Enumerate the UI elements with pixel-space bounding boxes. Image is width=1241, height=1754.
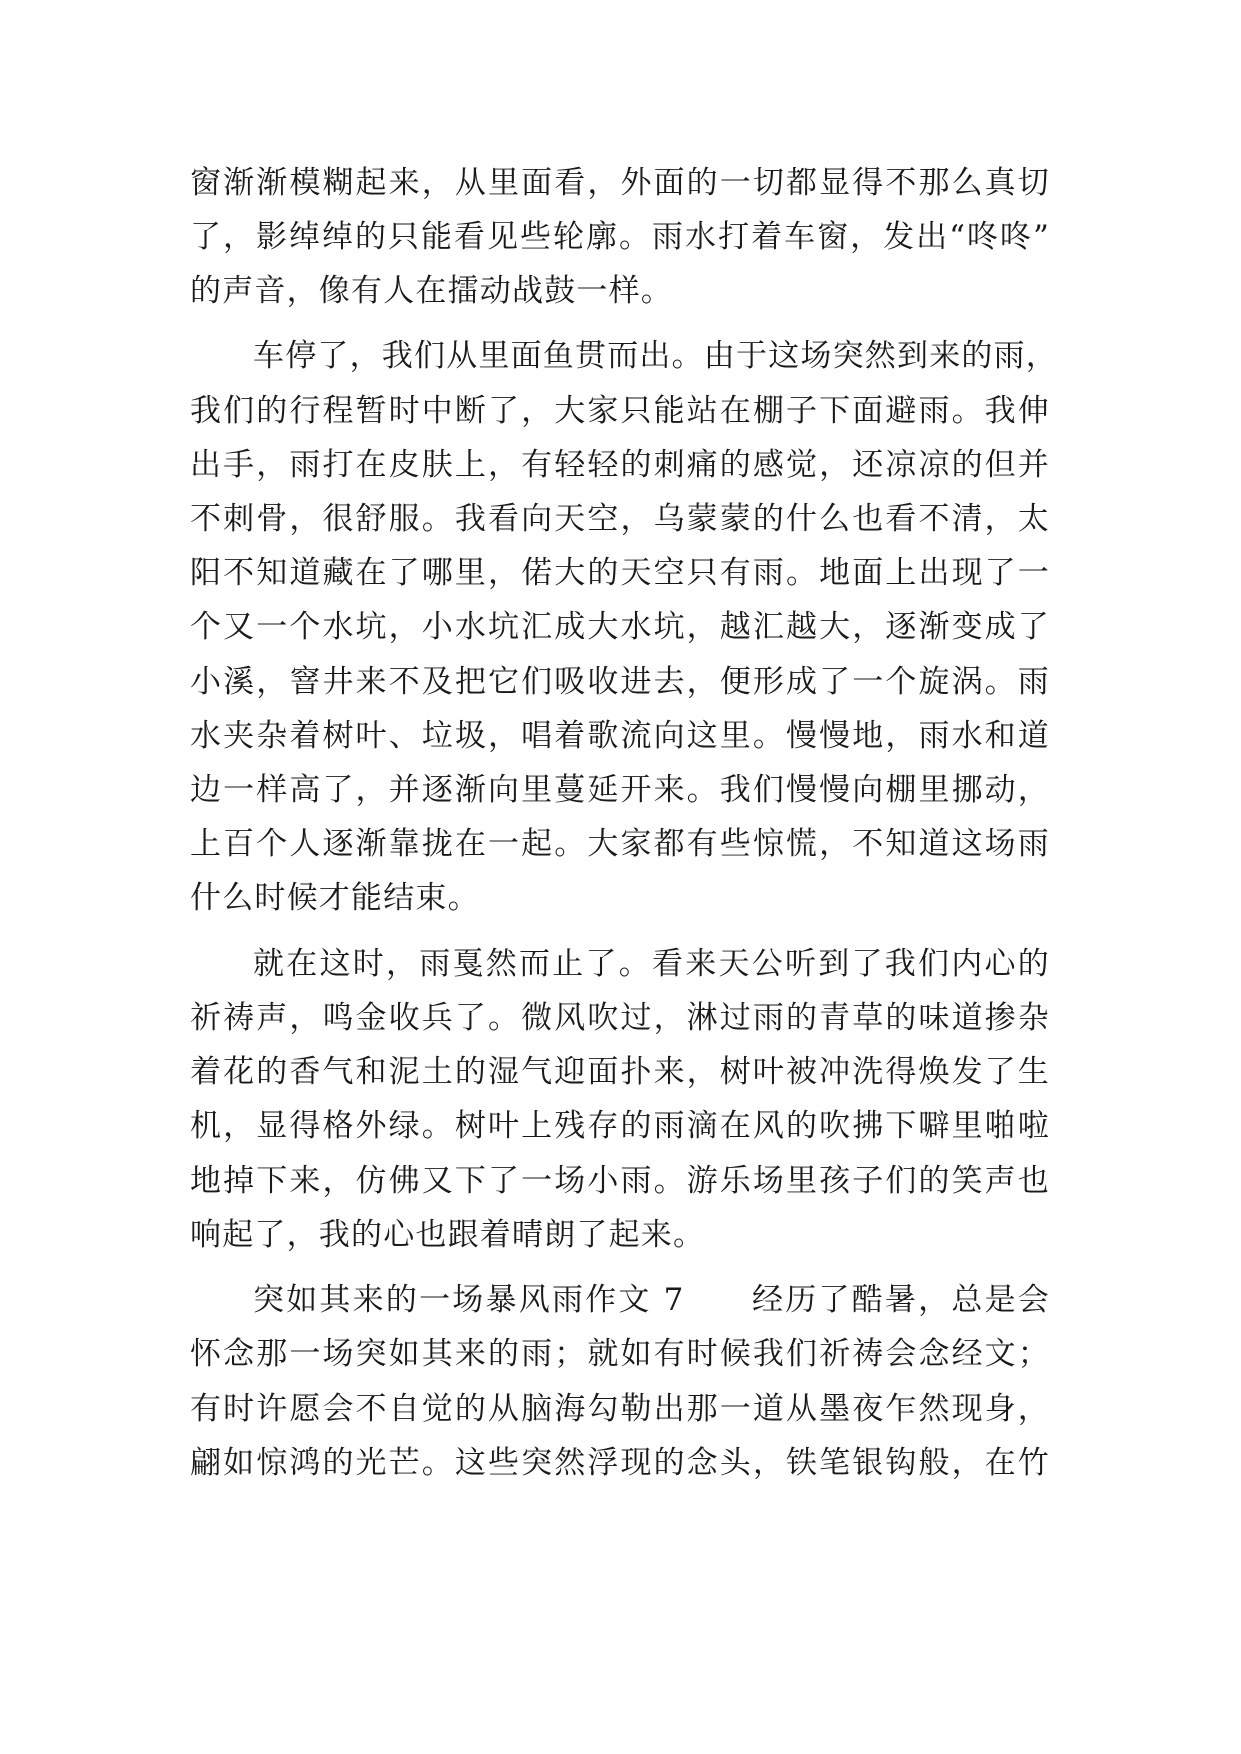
section-heading-line: 突如其来的一场暴风雨作文 7 经历了酷暑，总是会 (253, 1282, 1050, 1318)
text-line: 边一样高了，并逐渐向里蔓延开来。我们慢慢向棚里挪动， (190, 772, 1050, 808)
text-line: 的声音，像有人在擂动战鼓一样。 (190, 273, 673, 309)
text-line: 地掉下来，仿佛又下了一场小雨。游乐场里孩子们的笑声也 (190, 1163, 1050, 1199)
text-line: 翩如惊鸿的光芒。这些突然浮现的念头，铁笔银钩般，在竹 (190, 1445, 1050, 1481)
paragraph-first-line: 车停了，我们从里面鱼贯而出。由于这场突然到来的雨， (253, 338, 1058, 374)
text-line: 小溪，窨井来不及把它们吸收进去，便形成了一个旋涡。雨 (190, 664, 1050, 700)
text-line: 怀念那一场突如其来的雨；就如有时候我们祈祷会念经文； (190, 1336, 1050, 1372)
text-line: 个又一个水坑，小水坑汇成大水坑，越汇越大，逐渐变成了 (190, 609, 1050, 645)
text-line: 了，影绰绰的只能看见些轮廓。雨水打着车窗，发出“咚咚” (190, 219, 1050, 255)
text-line: 祈祷声，鸣金收兵了。微风吹过，淋过雨的青草的味道掺杂 (190, 1000, 1050, 1036)
text-line: 窗渐渐模糊起来，从里面看，外面的一切都显得不那么真切 (190, 165, 1050, 201)
text-line: 出手，雨打在皮肤上，有轻轻的刺痛的感觉，还凉凉的但并 (190, 447, 1050, 483)
text-line: 水夹杂着树叶、垃圾，唱着歌流向这里。慢慢地，雨水和道 (190, 718, 1050, 754)
text-line: 机，显得格外绿。树叶上残存的雨滴在风的吹拂下噼里啪啦 (190, 1108, 1050, 1144)
paragraph-first-line: 就在这时，雨戛然而止了。看来天公听到了我们内心的 (253, 946, 1050, 982)
text-line: 什么时候才能结束。 (190, 880, 480, 916)
text-line: 有时许愿会不自觉的从脑海勾勒出那一道从墨夜乍然现身， (190, 1391, 1050, 1427)
text-line: 不刺骨，很舒服。我看向天空，乌蒙蒙的什么也看不清，太 (190, 501, 1050, 537)
text-line: 着花的香气和泥土的湿气迎面扑来，树叶被冲洗得焕发了生 (190, 1054, 1050, 1090)
text-line: 上百个人逐渐靠拢在一起。大家都有些惊慌，不知道这场雨 (190, 826, 1050, 862)
text-line: 我们的行程暂时中断了，大家只能站在棚子下面避雨。我伸 (190, 393, 1050, 429)
text-line: 响起了，我的心也跟着晴朗了起来。 (190, 1217, 706, 1253)
text-line: 阳不知道藏在了哪里，偌大的天空只有雨。地面上出现了一 (190, 555, 1050, 591)
